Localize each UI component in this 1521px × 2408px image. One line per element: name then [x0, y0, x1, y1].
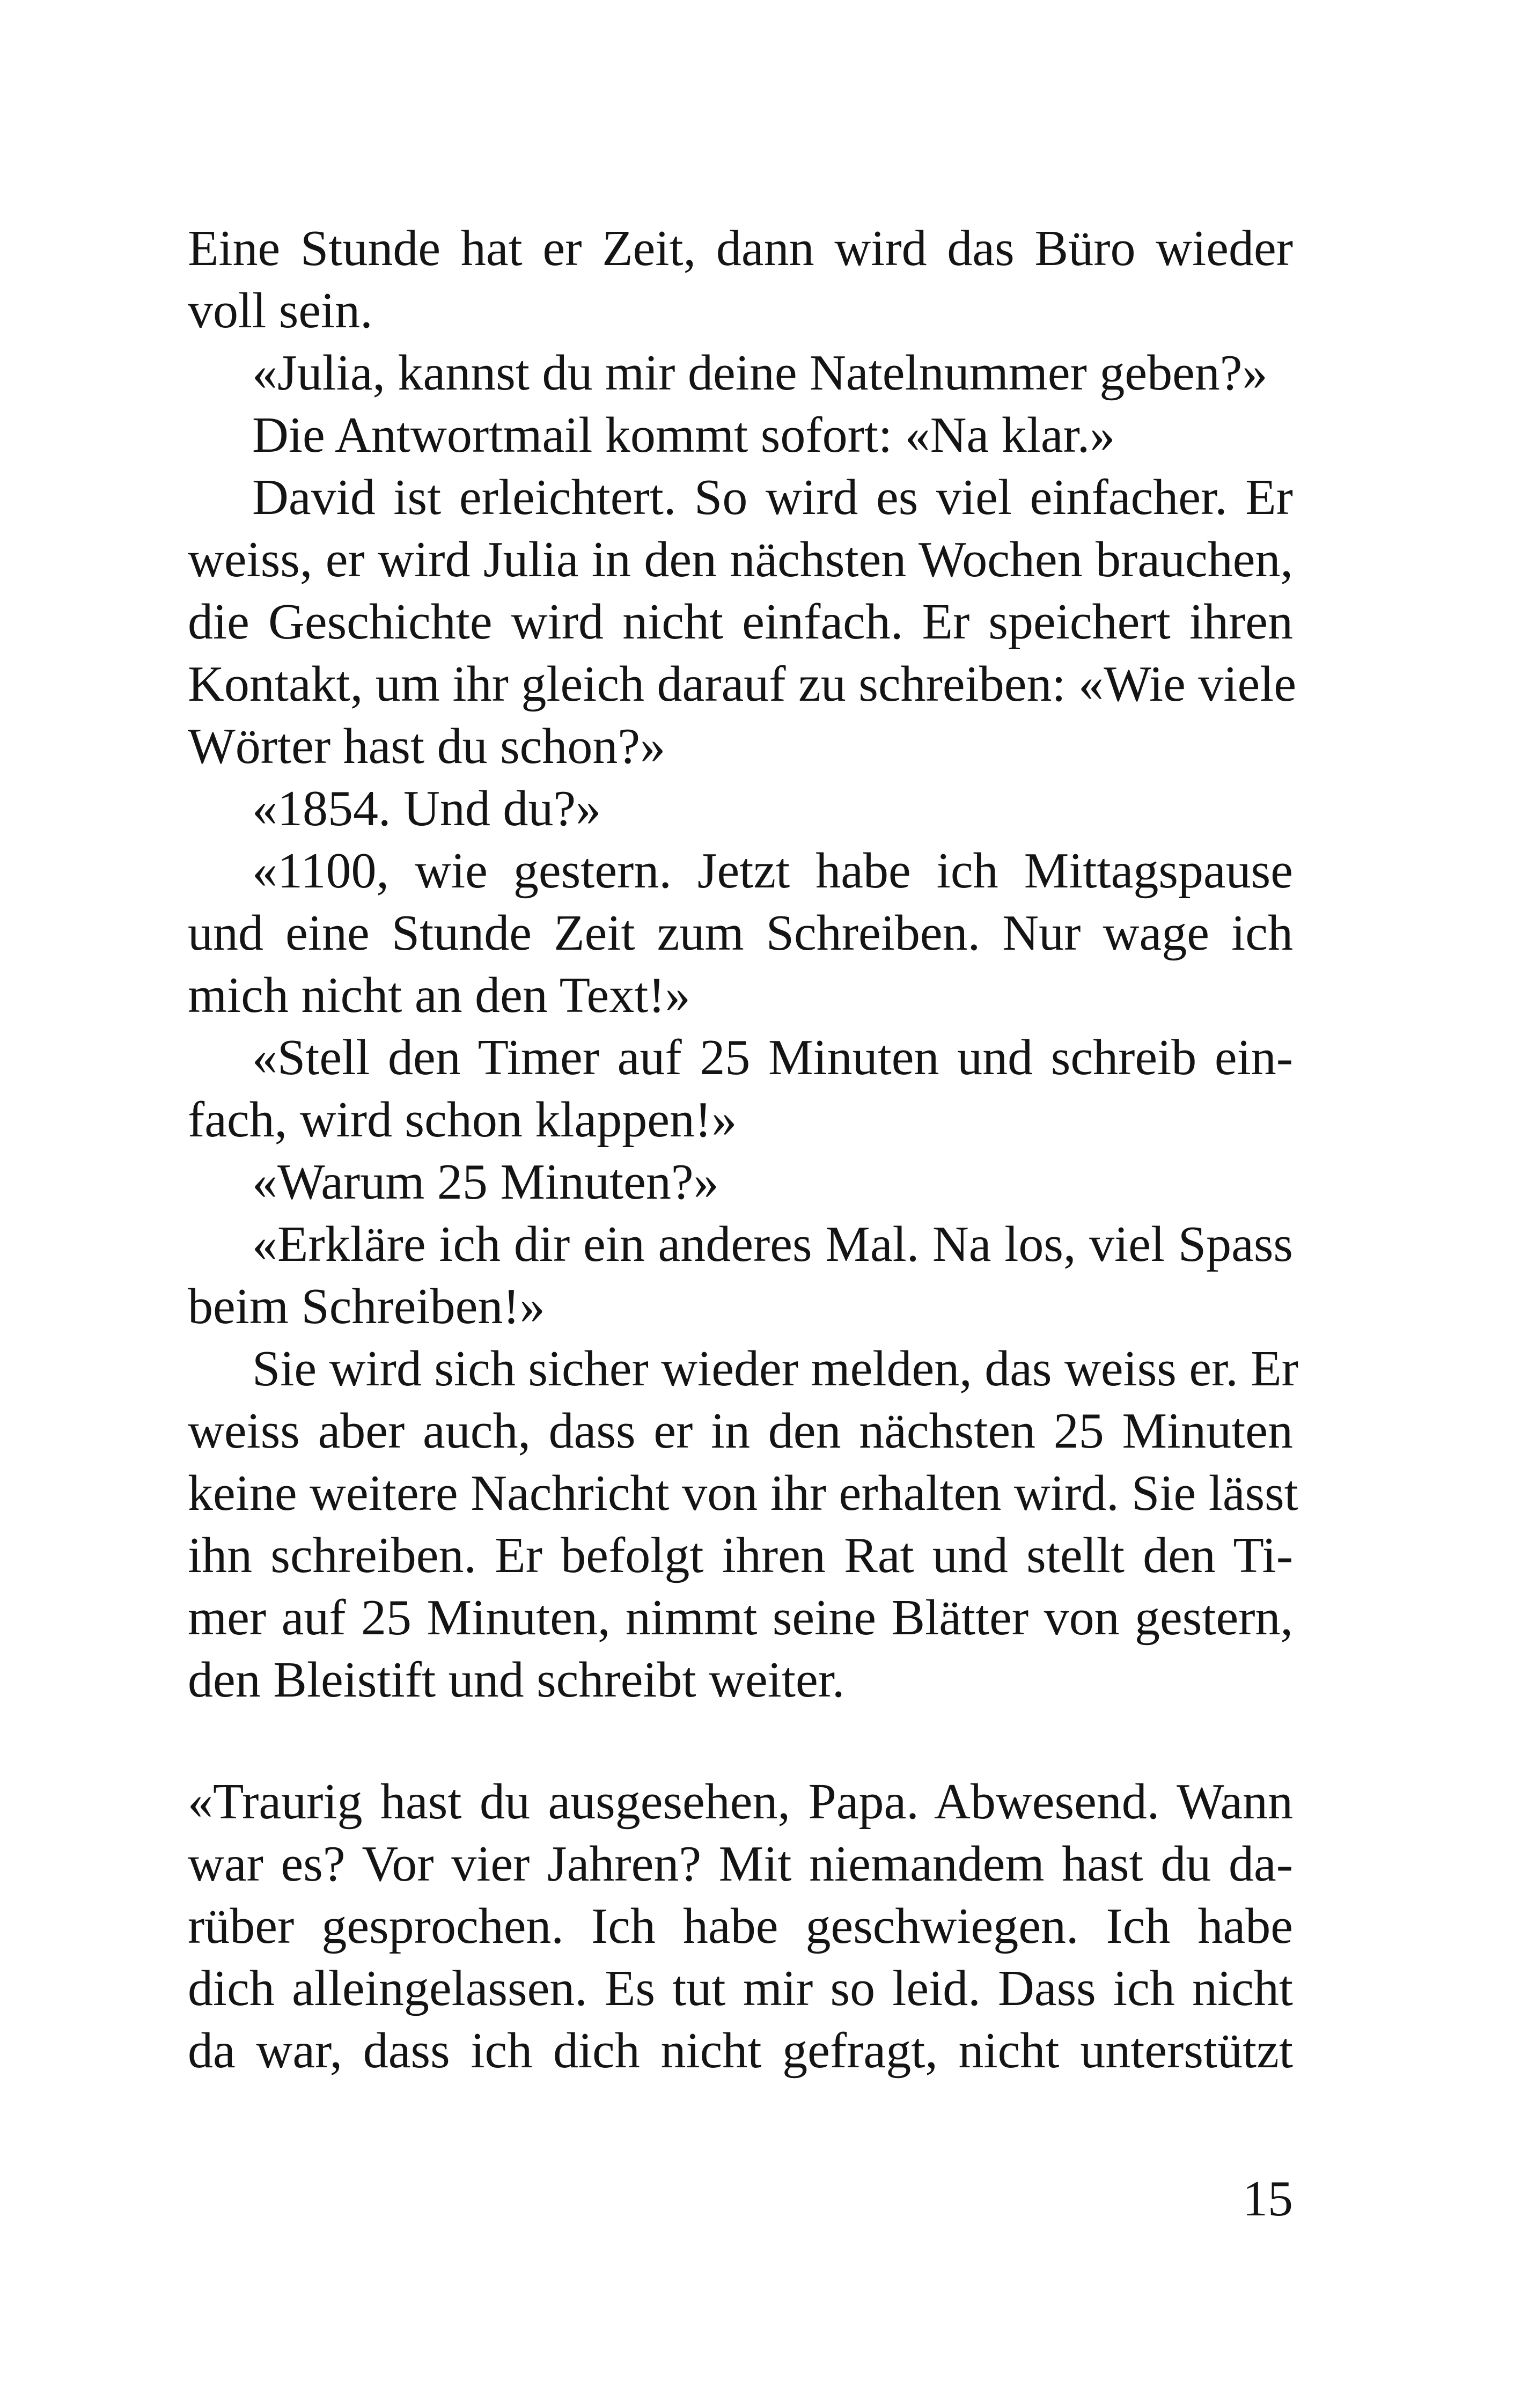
text-line: weiss aber auch, dass er in den nächsten 25 Minuten — [188, 1403, 1293, 1459]
text-line: «Warum 25 Minuten?» — [252, 1154, 719, 1210]
text-line: «Stell den Timer auf 25 Minuten und schreib ein- — [252, 1030, 1293, 1085]
text-line: rüber gesprochen. Ich habe geschwiegen. Ich habe — [188, 1898, 1293, 1954]
text-line: Sie wird sich sicher wieder melden, das weiss er. Er — [252, 1341, 1298, 1397]
page-number: 15 — [1243, 2171, 1293, 2227]
text-line: weiss, er wird Julia in den nächsten Wochen brauchen, — [188, 532, 1293, 588]
text-section-1 — [188, 217, 1298, 1711]
text-line: war es? Vor vier Jahren? Mit niemandem hast du da- — [188, 1836, 1293, 1892]
text-line: dich alleingelassen. Es tut mir so leid. Dass ich nicht — [188, 1961, 1293, 2016]
text-line: Die Antwortmail kommt sofort: «Na klar.» — [252, 407, 1115, 463]
text-line: David ist erleichtert. So wird es viel einfacher. Er — [252, 469, 1293, 525]
text-line: «Erkläre ich dir ein anderes Mal. Na los, viel Spass — [252, 1216, 1293, 1272]
text-line: mich nicht an den Text!» — [188, 967, 690, 1023]
text-line: ihn schreiben. Er befolgt ihren Rat und stellt den Ti- — [188, 1528, 1293, 1583]
text-line: Eine Stunde hat er Zeit, dann wird das Büro wieder — [188, 221, 1293, 276]
text-line: «Julia, kannst du mir deine Natelnummer geben?» — [252, 345, 1268, 401]
text-section-2 — [188, 1771, 1293, 2082]
text-line: «Traurig hast du ausgesehen, Papa. Abwesend. Wann — [188, 1774, 1293, 1830]
text-line: «1854. Und du?» — [252, 781, 601, 836]
text-line: beim Schreiben!» — [188, 1279, 545, 1334]
text-line: fach, wird schon klappen!» — [188, 1092, 737, 1148]
text-line: da war, dass ich dich nicht gefragt, nicht unterstützt — [188, 2023, 1293, 2079]
text-line: und eine Stunde Zeit zum Schreiben. Nur wage ich — [188, 905, 1293, 961]
text-line: keine weitere Nachricht von ihr erhalten wird. Sie lässt — [188, 1465, 1298, 1521]
text-line: «1100, wie gestern. Jetzt habe ich Mittagspause — [252, 843, 1293, 899]
text-line: Kontakt, um ihr gleich darauf zu schreiben: «Wie viele — [188, 656, 1297, 712]
text-line: Wörter hast du schon?» — [188, 718, 666, 774]
text-line: die Geschichte wird nicht einfach. Er speichert ihren — [188, 594, 1293, 650]
text-line: mer auf 25 Minuten, nimmt seine Blätter von gestern, — [188, 1590, 1293, 1646]
text-line: voll sein. — [188, 283, 373, 339]
text-line: den Bleistift und schreibt weiter. — [188, 1652, 845, 1708]
